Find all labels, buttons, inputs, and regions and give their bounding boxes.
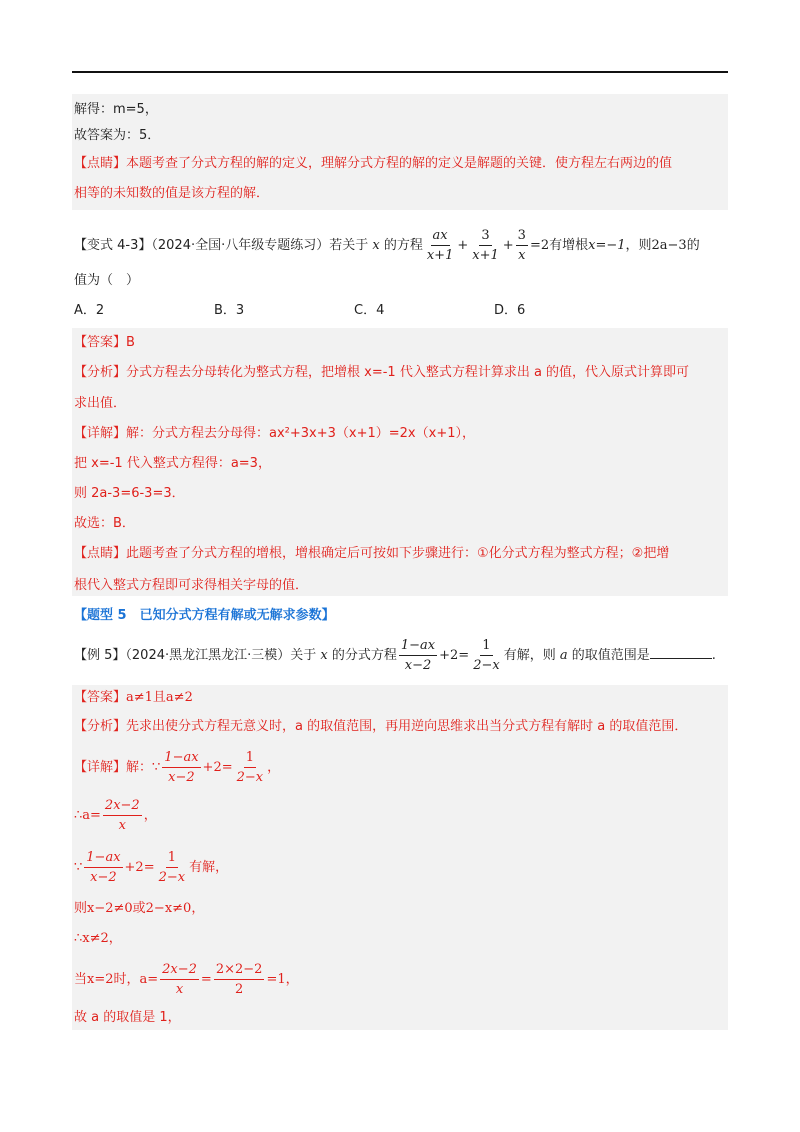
example-5: 【例 5】（2024·黑龙江黑龙江·三模）关于 x 的分式方程 $\frac{1-ax}{x-2}$ +2= $\frac{1}{2-x}$ 有解，则 a 的取值范围是 .: [74, 638, 716, 673]
comment-line-2: 相等的未知数的值是该方程的解．: [74, 186, 270, 201]
section-heading: 【题型 5 已知分式方程有解或无解求参数】: [74, 608, 335, 623]
detail-line: 当x=2时，a= $\frac{2x-2}{x}$ = $\frac{2\times 2-2}{2}$ =1，: [74, 962, 299, 997]
detail-line: ∵ $\frac{1-ax}{x-2}$ +2= $\frac{1}{2-x}$ 有解，: [74, 850, 229, 885]
question-4-3-line2: 值为（ ）: [74, 273, 140, 288]
analysis-line: 【分析】先求出使分式方程无意义时，a 的取值范围，再用逆向思维求出当分式方程有解时 a 的取值范围．: [74, 719, 688, 734]
fraction: $\frac{ax}{x+1}$: [426, 228, 454, 263]
fraction: $\frac{1-ax}{x-2}$: [400, 638, 436, 673]
detail-line: 故 a 的取值是 1，: [74, 1010, 181, 1025]
solution-line: 解得：m=5，: [74, 102, 158, 117]
question-4-3: 【变式 4-3】（2024·全国·八年级专题练习）若关于 x 的方程 $\frac{ax}{x+1}$ + $\frac{3}{x+1}$ + $\frac{3}{x}$ =2有增根x=−1，则2a−3的: [74, 228, 700, 263]
comment-line: 【点睛】此题考查了分式方程的增根，增根确定后可按如下步骤进行：①化分式方程为整式方程；②把增: [74, 546, 670, 561]
option-d: D．6: [494, 303, 526, 318]
comment-line-2: 根代入整式方程即可求得相关字母的值．: [74, 578, 309, 593]
comment-line: 【点睛】本题考查了分式方程的解的定义，理解分式方程的解的定义是解题的关键．使方程左右两边的值: [74, 156, 673, 171]
header-rule: [72, 71, 728, 73]
answer-line: 【答案】a≠1且a≠2: [74, 690, 193, 705]
option-b: B．3: [214, 303, 245, 318]
detail-line: ∴x≠2，: [74, 931, 122, 946]
option-a: A．2: [74, 303, 105, 318]
detail-line: ∴a= $\frac{2x-2}{x}$ ，: [74, 798, 157, 833]
fraction: $\frac{3}{x+1}$: [472, 228, 499, 263]
detail-line: 则x−2≠0或2−x≠0，: [74, 901, 205, 916]
answer-line: 故答案为：5．: [74, 128, 161, 143]
answer-blank: [650, 646, 712, 659]
option-c: C．4: [354, 303, 385, 318]
options-row: [74, 301, 634, 321]
detail-line: 把 x=-1 代入整式方程得：a=3，: [74, 456, 271, 471]
detail-line: 【详解】解：∵ $\frac{1-ax}{x-2}$ +2= $\frac{1}{2-x}$ ，: [74, 750, 281, 785]
answer-line: 【答案】B: [74, 335, 135, 350]
analysis-line: 【分析】分式方程去分母转化为整式方程，把增根 x=-1 代入整式方程计算求出 a 的值，代入原式计算即可: [74, 365, 690, 380]
fraction: $\frac{1}{2-x}$: [473, 638, 500, 673]
fraction: $\frac{3}{x}$: [517, 228, 526, 263]
detail-line: 则 2a-3=6-3=3．: [74, 486, 185, 501]
analysis-line-2: 求出值．: [74, 396, 127, 411]
detail-line: 故选：B．: [74, 516, 135, 531]
detail-line: 【详解】解：分式方程去分母得：ax²+3x+3（x+1）=2x（x+1），: [74, 426, 475, 441]
